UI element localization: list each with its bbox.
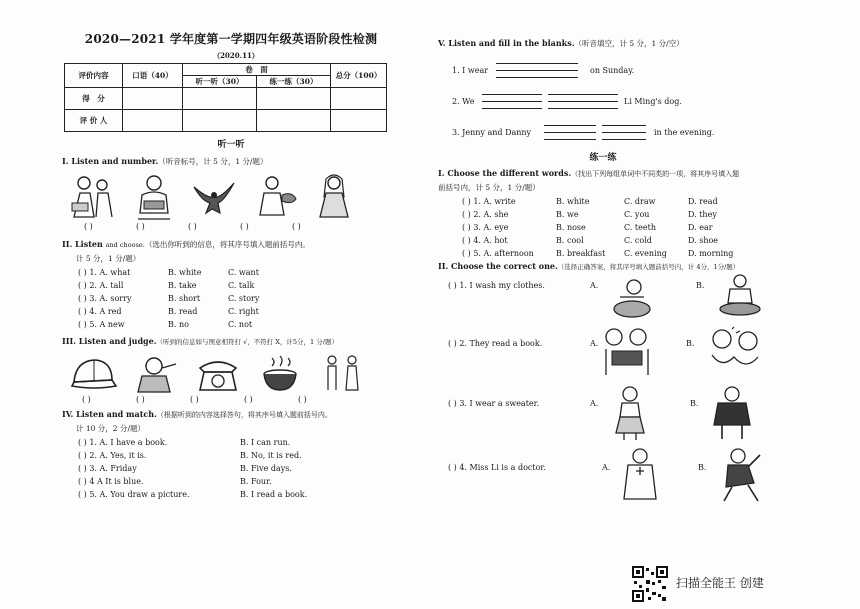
score-table-header-oral: 口语（40） bbox=[123, 64, 183, 88]
section-2-instruction: （选出你听到的信息，将其序号填入题前括号内。 bbox=[144, 240, 310, 249]
answer-blank[interactable]: ( ) bbox=[188, 222, 197, 231]
score-table-row-grader-label: 评 价 人 bbox=[65, 110, 123, 132]
section-6-items bbox=[438, 197, 768, 258]
girl-with-fish-picture-icon bbox=[250, 173, 298, 221]
fill-blank-prefix: 3. Jenny and Danny bbox=[452, 128, 532, 137]
fill-blank-suffix: Li Ming's dog. bbox=[624, 97, 682, 106]
people-singing-picture-icon bbox=[706, 325, 764, 377]
fill-blank-suffix: in the evening. bbox=[654, 128, 715, 137]
girl-in-dress-picture-icon bbox=[310, 173, 358, 221]
answer-blank[interactable]: ( ) bbox=[240, 222, 249, 231]
option-a-label: A. bbox=[590, 399, 599, 408]
doctor-picture-icon bbox=[618, 447, 662, 503]
option-b: B. take bbox=[168, 281, 197, 290]
exam-date: （2020.11） bbox=[213, 51, 259, 60]
section-1-instruction: （听音标号，计 5 分，1 分/题） bbox=[158, 157, 268, 166]
bird-picture-icon bbox=[190, 173, 238, 221]
section-5-heading bbox=[438, 38, 768, 49]
answer-blank[interactable]: ( ) bbox=[136, 222, 145, 231]
section-3-pictures bbox=[70, 354, 400, 394]
option-d: D. morning bbox=[688, 249, 734, 258]
item-question[interactable]: ( ) 3. A. sorry bbox=[78, 294, 132, 303]
section-7-heading bbox=[438, 261, 768, 271]
fill-blank-lines[interactable] bbox=[482, 94, 542, 109]
section-6-instruction-2: 前括号内，计 5 分，1 分/题） bbox=[438, 183, 540, 192]
item-question[interactable]: ( ) 2. They read a book. bbox=[448, 339, 543, 348]
list-item bbox=[448, 463, 768, 525]
score-table-header-content: 评价内容 bbox=[65, 64, 123, 88]
score-table-header-listen: 听一听（30） bbox=[183, 76, 257, 88]
list-item bbox=[78, 307, 400, 316]
option-b: B. white bbox=[168, 268, 202, 277]
item-question[interactable]: ( ) 4 A It is blue. bbox=[78, 477, 144, 486]
answer-blank[interactable]: ( ) bbox=[190, 395, 199, 404]
list-item bbox=[78, 438, 400, 447]
score-cell[interactable] bbox=[257, 88, 331, 110]
option-c: C. evening bbox=[624, 249, 667, 258]
item-question[interactable]: ( ) 3. A. Friday bbox=[78, 464, 137, 473]
option-b: B. read bbox=[168, 307, 198, 316]
section-3-answer-blanks bbox=[82, 395, 400, 404]
fill-blank-prefix: 2. We bbox=[452, 97, 475, 106]
section-2-heading bbox=[62, 239, 400, 250]
option-c: C. story bbox=[228, 294, 260, 303]
item-question[interactable]: ( ) 5. A. You draw a picture. bbox=[78, 490, 190, 499]
item-question[interactable]: ( ) 5. A. afternoon bbox=[462, 249, 534, 258]
right-column bbox=[438, 30, 768, 525]
people-reading-picture-icon bbox=[598, 325, 656, 377]
list-item bbox=[78, 464, 400, 473]
section-2-items bbox=[62, 268, 400, 329]
item-question[interactable]: ( ) 2. A. she bbox=[462, 210, 509, 219]
section-4-instruction: （根据听到的内容选择答句，将其序号填入题前括号内。 bbox=[156, 411, 332, 419]
list-item bbox=[78, 281, 400, 290]
score-cell[interactable] bbox=[257, 110, 331, 132]
option-c: C. talk bbox=[228, 281, 255, 290]
item-question[interactable]: ( ) 1. A. what bbox=[78, 268, 131, 277]
item-question[interactable]: ( ) 5. A new bbox=[78, 320, 125, 329]
option-c: C. not bbox=[228, 320, 253, 329]
telephone-picture-icon bbox=[194, 354, 242, 394]
option-b: B. Four. bbox=[240, 477, 272, 486]
option-d: D. they bbox=[688, 210, 717, 219]
item-question[interactable]: ( ) 3. A. eye bbox=[462, 223, 509, 232]
section-1-pictures bbox=[70, 173, 400, 221]
option-a-label: A. bbox=[602, 463, 611, 472]
item-question[interactable]: ( ) 4. Miss Li is a doctor. bbox=[448, 463, 546, 472]
left-column bbox=[62, 30, 400, 499]
option-b-label: B. bbox=[690, 399, 699, 408]
score-table-row-score-label: 得 分 bbox=[65, 88, 123, 110]
option-b: B. I can run. bbox=[240, 438, 291, 447]
item-question[interactable]: ( ) 4. A. hot bbox=[462, 236, 508, 245]
hot-soup-picture-icon bbox=[256, 354, 304, 394]
list-item bbox=[462, 236, 768, 245]
score-table-header-paper: 卷 面 bbox=[183, 64, 331, 76]
section-6-title: I. Choose the different words. bbox=[438, 168, 572, 178]
section-1-title: I. Listen and number. bbox=[62, 156, 159, 166]
list-item bbox=[462, 223, 768, 232]
option-b: B. breakfast bbox=[556, 249, 606, 258]
fill-blank-lines[interactable] bbox=[544, 125, 596, 140]
score-cell[interactable] bbox=[123, 88, 183, 110]
option-a-label: A. bbox=[590, 281, 599, 290]
section-1-heading bbox=[62, 156, 400, 167]
fill-blank-suffix: on Sunday. bbox=[590, 66, 635, 75]
option-b: B. cool bbox=[556, 236, 584, 245]
list-item bbox=[78, 490, 400, 499]
score-table-header-practice: 练一练（30） bbox=[257, 76, 331, 88]
answer-blank[interactable]: ( ) bbox=[84, 222, 93, 231]
fill-blank-prefix: 1. I wear bbox=[452, 66, 489, 75]
option-b: B. white bbox=[556, 197, 590, 206]
answer-blank[interactable]: ( ) bbox=[298, 395, 307, 404]
answer-blank[interactable]: ( ) bbox=[292, 222, 301, 231]
option-d: D. shoe bbox=[688, 236, 719, 245]
option-b: B. Five days. bbox=[240, 464, 292, 473]
qr-code-icon bbox=[632, 566, 668, 602]
girl-in-skirt-picture-icon bbox=[610, 385, 650, 441]
list-item bbox=[462, 210, 768, 219]
fill-blank-lines[interactable] bbox=[602, 125, 646, 140]
option-c: C. want bbox=[228, 268, 259, 277]
section-4-instruction-2: 计 10 分，2 分/题） bbox=[76, 424, 145, 433]
section-2-title: II. Listen bbox=[62, 239, 103, 249]
option-b: B. No, it is red. bbox=[240, 451, 302, 460]
section-2-instruction-2: 计 5 分，1 分/题） bbox=[76, 254, 141, 263]
list-item bbox=[78, 451, 400, 460]
practice-section-title: 练一练 bbox=[589, 153, 617, 163]
section-6-instruction: （找出下列每组单词中不同类的一项，将其序号填入题 bbox=[571, 170, 740, 178]
washing-clothes-picture-icon bbox=[610, 277, 656, 321]
item-question[interactable]: ( ) 1. A. write bbox=[462, 197, 516, 206]
score-table-header-total: 总分（100） bbox=[331, 64, 387, 88]
score-cell[interactable] bbox=[331, 110, 387, 132]
exam-title: 2020—2021 学年度第一学期四年级英语阶段性检测 bbox=[84, 32, 378, 46]
option-b: B. we bbox=[556, 210, 579, 219]
section-5-title: V. Listen and fill in the blanks. bbox=[438, 38, 575, 48]
item-question[interactable]: ( ) 2. A. tall bbox=[78, 281, 124, 290]
fill-blank-lines[interactable] bbox=[548, 94, 618, 109]
item-question[interactable]: ( ) 2. A. Yes, it is. bbox=[78, 451, 147, 460]
option-b: B. short bbox=[168, 294, 201, 303]
boy-in-sweater-picture-icon bbox=[710, 385, 754, 441]
option-b-label: B. bbox=[698, 463, 707, 472]
list-item bbox=[78, 268, 400, 277]
section-5-instruction: （听音填空，计 5 分，1 分/空） bbox=[574, 39, 684, 48]
option-c: C. teeth bbox=[624, 223, 656, 232]
option-d: D. read bbox=[688, 197, 718, 206]
fill-blank-lines[interactable] bbox=[496, 63, 578, 78]
score-cell[interactable] bbox=[183, 110, 257, 132]
answer-blank[interactable]: ( ) bbox=[244, 395, 253, 404]
kids-drawing-picture-icon bbox=[70, 173, 118, 221]
listen-section-title: 听一听 bbox=[217, 140, 245, 150]
list-item bbox=[462, 249, 768, 258]
list-item bbox=[462, 197, 768, 206]
option-c: C. cold bbox=[624, 236, 652, 245]
section-4-title: IV. Listen and match. bbox=[62, 409, 157, 419]
option-b: B. no bbox=[168, 320, 189, 329]
list-item bbox=[78, 477, 400, 486]
option-b-label: B. bbox=[686, 339, 695, 348]
section-3-title: III. Listen and judge. bbox=[62, 336, 157, 346]
cap-picture-icon bbox=[70, 354, 118, 394]
section-2-title-2: and choose. bbox=[105, 241, 145, 249]
item-question[interactable]: ( ) 1. A. I have a book. bbox=[78, 438, 168, 447]
dancer-picture-icon bbox=[718, 447, 762, 503]
scanner-watermark-label: 扫描全能王 创建 bbox=[676, 576, 764, 590]
fill-blank-item bbox=[452, 94, 768, 109]
section-7-instruction: （选择正确答案，将其序号填入题前括号内，计 4分，1分/题） bbox=[557, 263, 740, 271]
answer-blank[interactable]: ( ) bbox=[136, 395, 145, 404]
section-4-items bbox=[62, 438, 400, 499]
option-b-label: B. bbox=[696, 281, 705, 290]
option-c: C. you bbox=[624, 210, 650, 219]
section-4-heading bbox=[62, 409, 400, 420]
list-item bbox=[78, 294, 400, 303]
option-c: C. draw bbox=[624, 197, 656, 206]
list-item bbox=[78, 320, 400, 329]
score-table bbox=[64, 63, 387, 132]
item-question[interactable]: ( ) 1. I wash my clothes. bbox=[448, 281, 545, 290]
boy-eating-picture-icon bbox=[132, 354, 180, 394]
cooking-picture-icon bbox=[716, 273, 762, 317]
option-d: D. ear bbox=[688, 223, 713, 232]
section-6-heading bbox=[438, 168, 768, 179]
fill-blank-item bbox=[452, 63, 768, 78]
option-b: B. I read a book. bbox=[240, 490, 308, 499]
score-cell[interactable] bbox=[331, 88, 387, 110]
option-a-label: A. bbox=[590, 339, 599, 348]
item-question[interactable]: ( ) 3. I wear a sweater. bbox=[448, 399, 540, 408]
section-1-answer-blanks bbox=[84, 222, 400, 231]
boy-reading-picture-icon bbox=[130, 173, 178, 221]
fill-blank-item bbox=[452, 125, 768, 140]
option-c: C. right bbox=[228, 307, 259, 316]
two-people-talking-picture-icon bbox=[318, 354, 366, 394]
answer-blank[interactable]: ( ) bbox=[82, 395, 91, 404]
item-question[interactable]: ( ) 4. A red bbox=[78, 307, 122, 316]
score-cell[interactable] bbox=[183, 88, 257, 110]
section-3-instruction: （听到的信息如与图意相符打 √，不符打 X，计5分，1 分/题） bbox=[156, 338, 338, 346]
score-cell[interactable] bbox=[123, 110, 183, 132]
section-7-title: II. Choose the correct one. bbox=[438, 261, 558, 271]
section-3-heading bbox=[62, 336, 400, 346]
option-b: B. nose bbox=[556, 223, 586, 232]
